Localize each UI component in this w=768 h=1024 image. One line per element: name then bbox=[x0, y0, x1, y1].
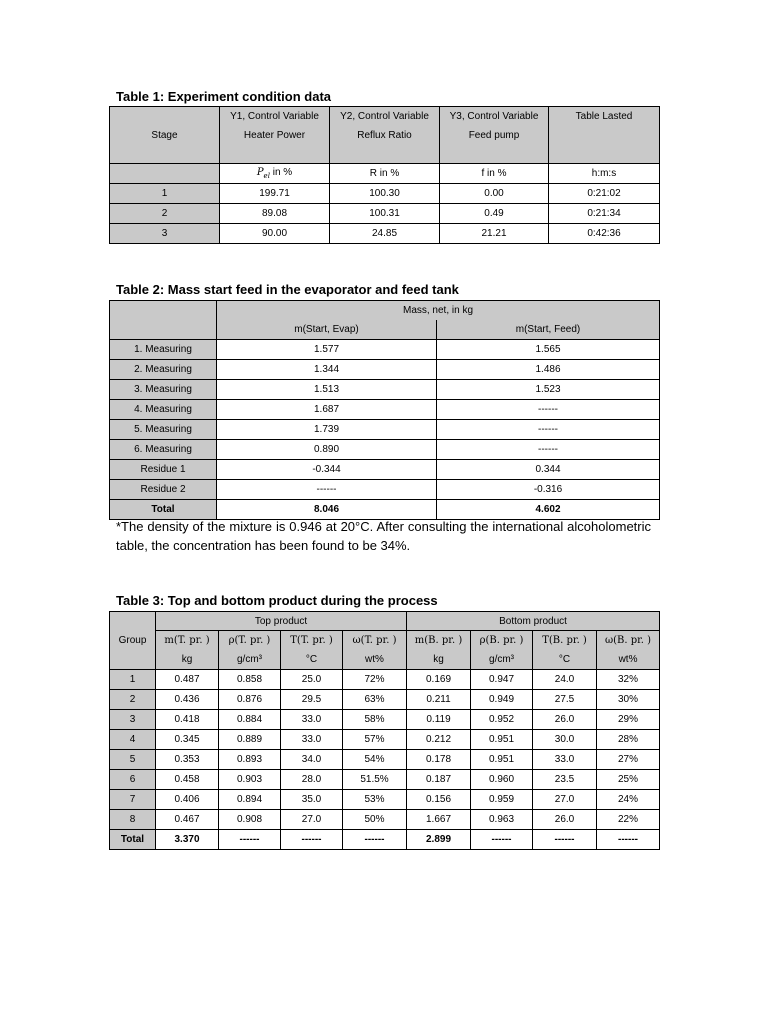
table2-cell: 1.523 bbox=[437, 380, 660, 400]
table1-unit-y1-unit: in % bbox=[269, 167, 293, 178]
table3-cell: 23.5 bbox=[533, 770, 597, 790]
table2-row-label: Residue 1 bbox=[110, 460, 217, 480]
table3-cell: 0.406 bbox=[156, 790, 219, 810]
table3-cell: 1.667 bbox=[407, 810, 471, 830]
table3-cell: 33.0 bbox=[533, 750, 597, 770]
table3-cell: 0.458 bbox=[156, 770, 219, 790]
table3-column-header bbox=[281, 631, 343, 670]
table3-cell: 0.212 bbox=[407, 730, 471, 750]
table2-row-label: 4. Measuring bbox=[110, 400, 217, 420]
table1-header-y3-line1: Y3, Control Variable bbox=[449, 111, 539, 122]
table1-unit-y3: f in % bbox=[440, 164, 549, 184]
table-row bbox=[110, 480, 660, 500]
table1-header-time-text: Table Lasted bbox=[575, 111, 633, 122]
table3-cell: 0.884 bbox=[219, 710, 281, 730]
table2-cell: -0.344 bbox=[217, 460, 437, 480]
table3-cell: 0.963 bbox=[471, 810, 533, 830]
table1-header-row bbox=[110, 107, 660, 164]
table3-column-header bbox=[471, 631, 533, 670]
table3-cell: 0.893 bbox=[219, 750, 281, 770]
table2-row-label: 6. Measuring bbox=[110, 440, 217, 460]
table3-cell: 26.0 bbox=[533, 810, 597, 830]
table3-column-header bbox=[219, 631, 281, 670]
table1-cell: 100.31 bbox=[330, 204, 440, 224]
table-row bbox=[110, 420, 660, 440]
table3-cell: ------ bbox=[281, 830, 343, 850]
table2-caption: Table 2: Mass start feed in the evaporator and feed tank bbox=[116, 282, 459, 297]
table2-header-blank bbox=[110, 301, 217, 340]
table-row bbox=[110, 204, 660, 224]
table3-cell: 24.0 bbox=[533, 670, 597, 690]
table1-header-y3-line2: Feed pump bbox=[468, 130, 520, 141]
table3-column-header bbox=[156, 631, 219, 670]
table3-cell: ------ bbox=[343, 830, 407, 850]
table3-group-cell: 4 bbox=[110, 730, 156, 750]
table3-cell: 0.960 bbox=[471, 770, 533, 790]
table1-caption: Table 1: Experiment condition data bbox=[116, 89, 332, 104]
table3-cell: 32% bbox=[597, 670, 660, 690]
table3-column-header bbox=[597, 631, 660, 670]
table3-cell: 24% bbox=[597, 790, 660, 810]
table1-unit-stage bbox=[110, 164, 220, 184]
table1-cell: 0:42:36 bbox=[549, 224, 660, 244]
table3-group-cell: 8 bbox=[110, 810, 156, 830]
table3-cell: 27% bbox=[597, 750, 660, 770]
table1-header-y1-line2: Heater Power bbox=[243, 130, 306, 141]
table3-cell: 33.0 bbox=[281, 710, 343, 730]
table3-cell: 0.951 bbox=[471, 730, 533, 750]
table3-cell: 25% bbox=[597, 770, 660, 790]
table3-cell: 28.0 bbox=[281, 770, 343, 790]
table-row bbox=[110, 340, 660, 360]
table-row bbox=[110, 184, 660, 204]
table3-group-cell: 7 bbox=[110, 790, 156, 810]
table3-group-cell: 6 bbox=[110, 770, 156, 790]
table3-cell: 34.0 bbox=[281, 750, 343, 770]
table1-unit-y1-sub: el bbox=[263, 172, 270, 180]
table-row bbox=[110, 460, 660, 480]
table1-cell: 21.21 bbox=[440, 224, 549, 244]
table1-unit-y1-symbol: P bbox=[256, 167, 264, 178]
table3-cell: 0.211 bbox=[407, 690, 471, 710]
table3-cell: 0.467 bbox=[156, 810, 219, 830]
table2-row-label: 2. Measuring bbox=[110, 360, 217, 380]
table3-cell: 29.5 bbox=[281, 690, 343, 710]
table3-cell: 0.418 bbox=[156, 710, 219, 730]
table3-cell: 0.187 bbox=[407, 770, 471, 790]
table1-cell: 89.08 bbox=[220, 204, 330, 224]
table-row bbox=[110, 360, 660, 380]
table-row bbox=[110, 710, 660, 730]
table1-unit-time: h:m:s bbox=[549, 164, 660, 184]
column-name: ω(B. pr. ) bbox=[604, 635, 652, 646]
table-row bbox=[110, 690, 660, 710]
table2-cell: ------ bbox=[217, 480, 437, 500]
table3-cell: 0.858 bbox=[219, 670, 281, 690]
column-unit: °C bbox=[558, 654, 571, 665]
table2-row-label: 5. Measuring bbox=[110, 420, 217, 440]
table3-cell: ------ bbox=[471, 830, 533, 850]
table2-row-label: 3. Measuring bbox=[110, 380, 217, 400]
table3-column-header bbox=[533, 631, 597, 670]
table2-row-label: 1. Measuring bbox=[110, 340, 217, 360]
column-name: ω(T. pr. ) bbox=[352, 635, 397, 646]
table3-header-bottom-product: Bottom product bbox=[407, 612, 660, 631]
table3-cell: 0.951 bbox=[471, 750, 533, 770]
table1-stage-cell: 1 bbox=[110, 184, 220, 204]
table1-header-time bbox=[549, 107, 660, 164]
table3-cell: 0.345 bbox=[156, 730, 219, 750]
table3-cell: 0.353 bbox=[156, 750, 219, 770]
table3-cell: 27.5 bbox=[533, 690, 597, 710]
table3-cell: 30% bbox=[597, 690, 660, 710]
table3-total-row bbox=[110, 830, 660, 850]
table1-header-y2-line2: Reflux Ratio bbox=[357, 130, 412, 141]
column-name: ρ(B. pr. ) bbox=[479, 635, 524, 646]
table3-cell: 3.370 bbox=[156, 830, 219, 850]
table1-header-y2 bbox=[330, 107, 440, 164]
table2-group-header-row bbox=[110, 301, 660, 320]
table2-row-label: Residue 2 bbox=[110, 480, 217, 500]
table3-cell: 57% bbox=[343, 730, 407, 750]
table3-cell: 0.889 bbox=[219, 730, 281, 750]
table2-cell: 0.890 bbox=[217, 440, 437, 460]
table3-cell: 0.156 bbox=[407, 790, 471, 810]
table3-cell: 0.436 bbox=[156, 690, 219, 710]
table1-header-y3 bbox=[440, 107, 549, 164]
table1-stage-cell: 3 bbox=[110, 224, 220, 244]
column-unit: kg bbox=[181, 654, 193, 665]
table3-cell: 0.894 bbox=[219, 790, 281, 810]
table3-cell: 0.119 bbox=[407, 710, 471, 730]
table3-cell: 22% bbox=[597, 810, 660, 830]
table3-cell: 72% bbox=[343, 670, 407, 690]
table3-cell: 26.0 bbox=[533, 710, 597, 730]
table3-caption: Table 3: Top and bottom product during the process bbox=[116, 593, 438, 608]
table3-cell: 27.0 bbox=[281, 810, 343, 830]
table2-cell: 0.344 bbox=[437, 460, 660, 480]
table3-cell: 0.908 bbox=[219, 810, 281, 830]
table-row bbox=[110, 730, 660, 750]
table-row bbox=[110, 750, 660, 770]
table2-cell: 1.565 bbox=[437, 340, 660, 360]
table3-cell: 58% bbox=[343, 710, 407, 730]
table-row bbox=[110, 670, 660, 690]
table-row bbox=[110, 400, 660, 420]
table1-unit-y2: R in % bbox=[330, 164, 440, 184]
table3-cell: 0.178 bbox=[407, 750, 471, 770]
table3-cell: 0.169 bbox=[407, 670, 471, 690]
table3-cell: 27.0 bbox=[533, 790, 597, 810]
table2-cell: ------ bbox=[437, 440, 660, 460]
table3-cell: 0.903 bbox=[219, 770, 281, 790]
table1-cell: 0:21:34 bbox=[549, 204, 660, 224]
table1 bbox=[109, 106, 660, 244]
table2-total-evap: 8.046 bbox=[217, 500, 437, 520]
table3-cell: 51.5% bbox=[343, 770, 407, 790]
table3-cell: 33.0 bbox=[281, 730, 343, 750]
table-row bbox=[110, 440, 660, 460]
column-unit: g/cm³ bbox=[489, 654, 515, 665]
table2-total-label: Total bbox=[110, 500, 217, 520]
table-row bbox=[110, 380, 660, 400]
table3-cell: ------ bbox=[219, 830, 281, 850]
table3-cell: 0.487 bbox=[156, 670, 219, 690]
table1-unit-y1 bbox=[220, 164, 330, 184]
table2-cell: 1.577 bbox=[217, 340, 437, 360]
table1-cell: 0.00 bbox=[440, 184, 549, 204]
table-row bbox=[110, 790, 660, 810]
table3-cell: 29% bbox=[597, 710, 660, 730]
table3-group-cell: 3 bbox=[110, 710, 156, 730]
table3-cell: 25.0 bbox=[281, 670, 343, 690]
table1-cell: 199.71 bbox=[220, 184, 330, 204]
table3-cell: 35.0 bbox=[281, 790, 343, 810]
table3-cell: 0.959 bbox=[471, 790, 533, 810]
column-unit: wt% bbox=[618, 654, 638, 665]
table2-cell: 1.513 bbox=[217, 380, 437, 400]
column-unit: kg bbox=[433, 654, 444, 665]
column-unit: g/cm³ bbox=[237, 654, 262, 665]
table3-cell: 30.0 bbox=[533, 730, 597, 750]
table3-cell: 50% bbox=[343, 810, 407, 830]
table3-header-top-product: Top product bbox=[156, 612, 407, 631]
table2-cell: 1.739 bbox=[217, 420, 437, 440]
column-name: m(B. pr. ) bbox=[414, 635, 463, 646]
table3-cell: ------ bbox=[533, 830, 597, 850]
column-name: ρ(T. pr. ) bbox=[228, 635, 271, 646]
column-name: T(T. pr. ) bbox=[290, 635, 333, 646]
table3-total-label: Total bbox=[110, 830, 156, 850]
table3 bbox=[109, 611, 660, 850]
table2-header-feed: m(Start, Feed) bbox=[437, 320, 660, 340]
column-name: T(B. pr. ) bbox=[542, 635, 587, 646]
table1-header-y1 bbox=[220, 107, 330, 164]
table2-cell: 1.344 bbox=[217, 360, 437, 380]
table1-header-y2-line1: Y2, Control Variable bbox=[340, 111, 429, 122]
table2-group-header: Mass, net, in kg bbox=[217, 301, 660, 320]
table1-header-stage: Stage bbox=[110, 107, 220, 164]
table2-cell: 1.486 bbox=[437, 360, 660, 380]
table1-cell: 90.00 bbox=[220, 224, 330, 244]
table3-cell: 0.952 bbox=[471, 710, 533, 730]
table3-group-cell: 2 bbox=[110, 690, 156, 710]
table2-total-feed: 4.602 bbox=[437, 500, 660, 520]
table2-cell: ------ bbox=[437, 420, 660, 440]
table3-header-group: Group bbox=[110, 612, 156, 670]
table-row bbox=[110, 224, 660, 244]
table3-group-cell: 1 bbox=[110, 670, 156, 690]
table3-cell: 0.876 bbox=[219, 690, 281, 710]
table2 bbox=[109, 300, 660, 520]
table1-cell: 0.49 bbox=[440, 204, 549, 224]
table3-column-header bbox=[407, 631, 471, 670]
table3-group-header-row bbox=[110, 612, 660, 631]
table1-stage-cell: 2 bbox=[110, 204, 220, 224]
table1-header-y1-line1: Y1, Control Variable bbox=[230, 111, 319, 122]
table3-cell: ------ bbox=[597, 830, 660, 850]
table-row bbox=[110, 810, 660, 830]
table2-header-evap: m(Start, Evap) bbox=[217, 320, 437, 340]
table2-cell: ------ bbox=[437, 400, 660, 420]
table3-cell: 0.947 bbox=[471, 670, 533, 690]
table3-cell: 0.949 bbox=[471, 690, 533, 710]
table2-cell: 1.687 bbox=[217, 400, 437, 420]
density-note: *The density of the mixture is 0.946 at 20°C. After consulting the international alcoholometric table, the concentration has been found to be 34%. bbox=[116, 519, 651, 553]
column-unit: °C bbox=[305, 654, 318, 665]
table3-group-cell: 5 bbox=[110, 750, 156, 770]
table3-cell: 63% bbox=[343, 690, 407, 710]
table3-column-header-row bbox=[110, 631, 660, 670]
column-name: m(T. pr. ) bbox=[164, 635, 210, 646]
table1-cell: 24.85 bbox=[330, 224, 440, 244]
column-unit: wt% bbox=[365, 654, 384, 665]
table1-cell: 100.30 bbox=[330, 184, 440, 204]
table2-cell: -0.316 bbox=[437, 480, 660, 500]
table1-cell: 0:21:02 bbox=[549, 184, 660, 204]
table3-cell: 2.899 bbox=[407, 830, 471, 850]
table-row bbox=[110, 770, 660, 790]
table3-cell: 28% bbox=[597, 730, 660, 750]
table3-cell: 54% bbox=[343, 750, 407, 770]
table1-unit-row bbox=[110, 164, 660, 184]
table3-cell: 53% bbox=[343, 790, 407, 810]
table3-body bbox=[110, 670, 660, 850]
table3-column-header bbox=[343, 631, 407, 670]
